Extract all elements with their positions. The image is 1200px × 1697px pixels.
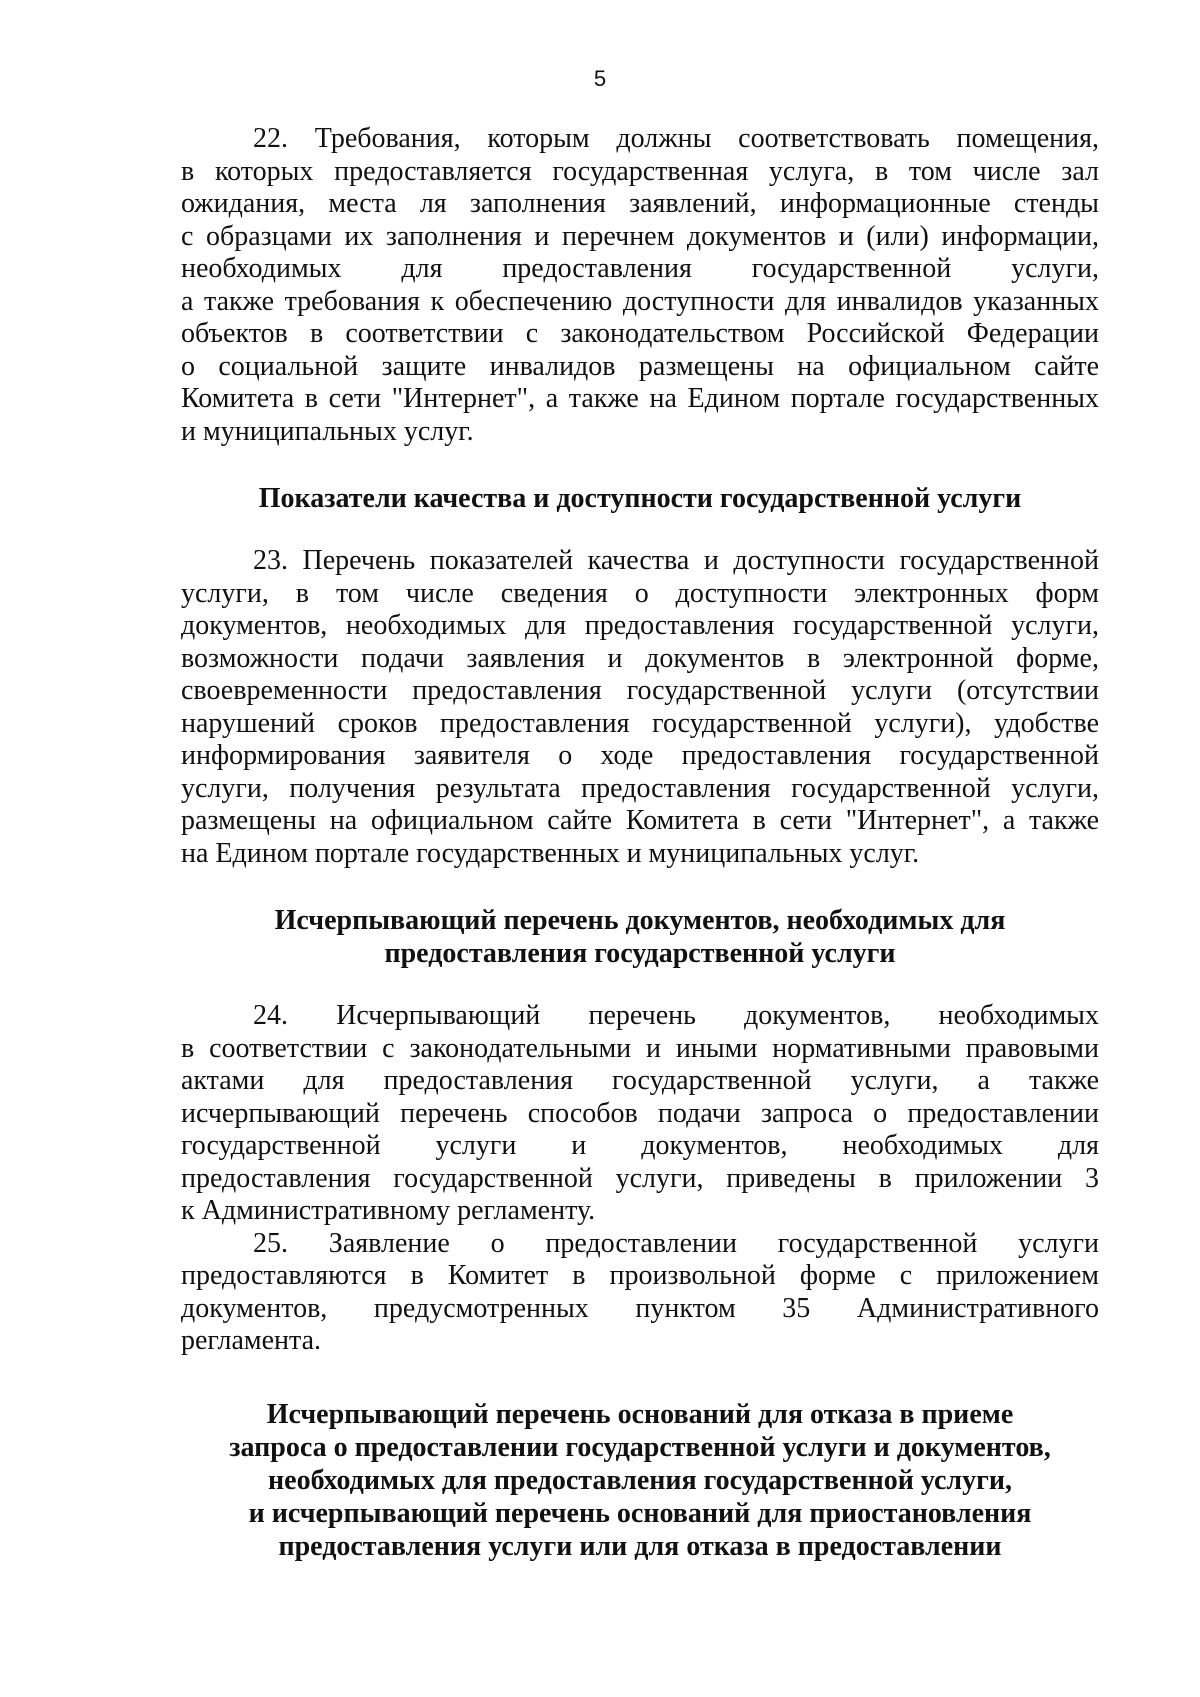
text-line: услуги, в том числе сведения о доступности электронных форм [181, 577, 1099, 609]
page-number: 5 [593, 66, 607, 91]
text-line: Комитета в сети "Интернет", а также на Едином портале государственных [181, 383, 1099, 414]
text-line: в соответствии с законодательными и иными нормативными правовыми [181, 1032, 1099, 1064]
text-line: услуги, получения результата предоставления государственной услуги, [181, 772, 1099, 804]
text-line: нарушений сроков предоставления государственной услуги), удобстве [181, 707, 1099, 739]
text-line: документов, предусмотренных пунктом 35 Административного [181, 1292, 1099, 1324]
heading-line: необходимых для предоставления государственной услуги, [268, 1464, 1012, 1496]
heading-line: предоставления государственной услуги [384, 938, 896, 969]
text-line: с образцами их заполнения и перечнем документов и (или) информации, [181, 220, 1099, 252]
text-line: предоставления государственной услуги, приведены в приложении 3 [181, 1162, 1099, 1194]
paragraph-23 [181, 545, 1099, 870]
text-line: 23. Перечень показателей качества и доступности государственной [253, 545, 1099, 576]
text-line: и муниципальных услуг. [181, 415, 474, 447]
paragraph-24 [181, 1000, 1099, 1228]
section-heading-documents [181, 904, 1099, 970]
text-line: о социальной защите инвалидов размещены на официальном сайте [181, 350, 1099, 382]
text-line: 25. Заявление о предоставлении государственной услуги [253, 1227, 1099, 1259]
text-line: предоставляются в Комитет в произвольной форме с приложением [181, 1260, 1099, 1291]
text-line: размещены на официальном сайте Комитета в сети "Интернет", а также [181, 805, 1099, 836]
text-line: 24. Исчерпывающий перечень документов, необходимых [253, 1000, 1099, 1031]
text-line: информирования заявителя о ходе предоставления государственной [181, 740, 1099, 771]
text-line: а также требования к обеспечению доступности для инвалидов указанных [181, 285, 1099, 317]
text-line: своевременности предоставления государственной услуги (отсутствии [181, 675, 1099, 706]
section-heading-refusal [181, 1398, 1099, 1563]
text-line: регламента. [181, 1325, 322, 1356]
text-line: объектов в соответствии с законодательством Российской Федерации [181, 318, 1099, 349]
text-line: к Административному регламенту. [181, 1195, 596, 1226]
text-line: 22. Требования, которым должны соответствовать помещения, [253, 123, 1099, 154]
text-line: государственной услуги и документов, необходимых для [181, 1130, 1099, 1161]
text-line: актами для предоставления государственной услуги, а также [181, 1065, 1099, 1096]
text-line: ожидания, места ля заполнения заявлений, информационные стенды [181, 188, 1099, 219]
text-line: возможности подачи заявления и документов в электронной форме, [181, 642, 1099, 674]
text-line: необходимых для предоставления государственной услуги, [181, 253, 1099, 284]
paragraph-22 [181, 123, 1099, 448]
text-line: исчерпывающий перечень способов подачи запроса о предоставлении [181, 1097, 1099, 1129]
text-line: в которых предоставляется государственная услуга, в том числе зал [181, 155, 1099, 187]
document-body [181, 123, 1099, 1563]
section-heading-quality: Показатели качества и доступности государственной услуги [258, 483, 1022, 514]
heading-line: запроса о предоставлении государственной услуги и документов, [229, 1431, 1051, 1463]
heading-line: и исчерпывающий перечень оснований для приостановления [248, 1497, 1032, 1529]
heading-line: предоставления услуги или для отказа в предоставлении [278, 1530, 1002, 1562]
heading-line: Исчерпывающий перечень документов, необходимых для [274, 905, 1006, 936]
text-line: на Едином портале государственных и муниципальных услуг. [181, 837, 920, 869]
text-line: документов, необходимых для предоставления государственной услуги, [181, 610, 1099, 641]
heading-line: Исчерпывающий перечень оснований для отказа в приеме [266, 1398, 1014, 1430]
paragraph-25 [181, 1228, 1099, 1358]
